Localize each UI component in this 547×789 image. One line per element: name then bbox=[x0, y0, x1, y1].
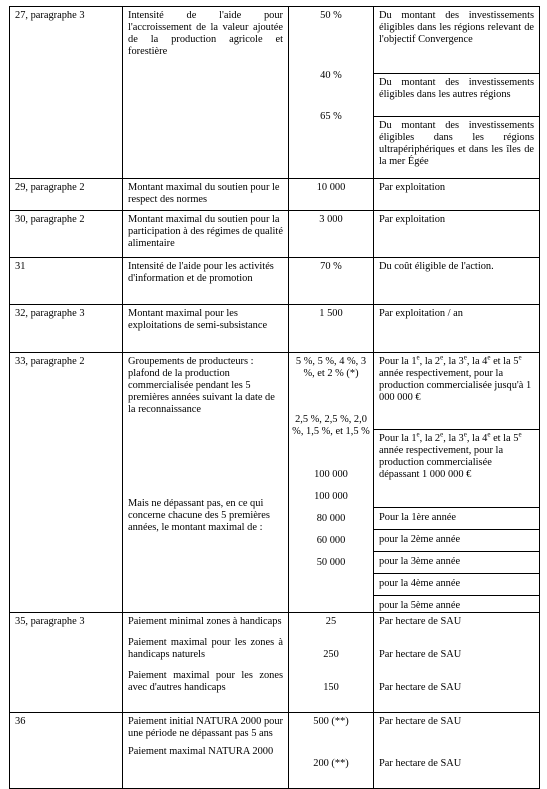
article-ref-cell bbox=[10, 353, 123, 613]
condition: Par exploitation / an bbox=[379, 308, 463, 319]
condition: Par hectare de SAU bbox=[379, 682, 462, 693]
article-ref: 29, paragraphe 2 bbox=[15, 182, 85, 193]
value-cell bbox=[289, 211, 374, 258]
condition: Du coût éligible de l'action. bbox=[379, 261, 494, 272]
description: Paiement minimal zones à handicaps bbox=[128, 616, 282, 627]
condition: Par hectare de SAU bbox=[379, 616, 462, 627]
value: 5 %, 5 %, 4 %, 3 %, et 2 % (*) bbox=[295, 356, 367, 379]
aid-table bbox=[9, 6, 540, 789]
condition: Pour la 1ère année bbox=[374, 508, 539, 530]
condition: Du montant des investissements éligibles dans les autres régions bbox=[374, 74, 539, 117]
article-ref-cell bbox=[10, 305, 123, 353]
table-row bbox=[10, 211, 540, 258]
value-cell bbox=[289, 713, 374, 789]
article-ref: 36 bbox=[15, 716, 26, 727]
condition: pour la 2ème année bbox=[374, 530, 539, 552]
condition: Pour la 1e, la 2e, la 3e, la 4e et la 5e année respectivement, pour la production commercialisée jusqu'à 1 000 000 € bbox=[374, 353, 539, 430]
condition-cell bbox=[374, 613, 540, 713]
condition: Par hectare de SAU bbox=[379, 716, 462, 727]
description-cell bbox=[123, 179, 289, 211]
value: 80 000 bbox=[316, 513, 346, 524]
value: 2,5 %, 2,5 %, 2,0 %, 1,5 %, et 1,5 % bbox=[292, 414, 370, 437]
value: 150 bbox=[323, 682, 339, 693]
condition: Du montant des investissements éligibles dans les régions relevant de l'objectif Convergence bbox=[374, 7, 539, 74]
value: 250 bbox=[323, 649, 339, 660]
article-ref-cell bbox=[10, 179, 123, 211]
description-cell bbox=[123, 258, 289, 305]
description-cell bbox=[123, 7, 289, 179]
table-row bbox=[10, 305, 540, 353]
table-row bbox=[10, 179, 540, 211]
condition: pour la 3ème année bbox=[374, 552, 539, 574]
description-cell bbox=[123, 305, 289, 353]
value: 25 bbox=[325, 616, 337, 627]
table-row bbox=[10, 353, 540, 613]
value: 200 (**) bbox=[313, 758, 349, 769]
article-ref-cell bbox=[10, 7, 123, 179]
condition-cell bbox=[374, 211, 540, 258]
value: 50 % bbox=[320, 10, 342, 21]
condition: Pour la 1e, la 2e, la 3e, la 4e et la 5e année respectivement, pour la production commercialisée dépassant 1 000 000 € bbox=[374, 430, 539, 508]
article-ref: 30, paragraphe 2 bbox=[15, 214, 85, 225]
condition-cell bbox=[374, 353, 540, 613]
article-ref: 32, paragraphe 3 bbox=[15, 308, 85, 319]
value-cell bbox=[289, 179, 374, 211]
description-cell bbox=[123, 353, 289, 613]
description: Mais ne dépassant pas, en ce qui concerne chacune des 5 premières années, le montant maximal de : bbox=[128, 498, 270, 533]
article-ref-cell bbox=[10, 211, 123, 258]
value: 100 000 bbox=[314, 491, 348, 502]
condition-cell bbox=[374, 713, 540, 789]
table-row bbox=[10, 613, 540, 713]
value: 10 000 bbox=[316, 182, 346, 193]
condition: Par exploitation bbox=[379, 182, 446, 193]
condition: pour la 5ème année bbox=[379, 600, 461, 611]
condition-cell bbox=[374, 305, 540, 353]
value-cell bbox=[289, 613, 374, 713]
description-cell bbox=[123, 211, 289, 258]
condition: Par exploitation bbox=[379, 214, 446, 225]
value: 65 % bbox=[320, 111, 342, 122]
article-ref-cell bbox=[10, 713, 123, 789]
condition-cell bbox=[374, 179, 540, 211]
description-cell bbox=[123, 613, 289, 713]
description: Paiement maximal pour les zones à handicaps naturels bbox=[128, 637, 283, 660]
value-cell bbox=[289, 353, 374, 613]
condition: Du montant des investissements éligibles dans les régions ultrapériphériques et dans les îles de la mer Égée bbox=[379, 120, 534, 167]
description: Intensité de l'aide pour l'accroissement de la valeur ajoutée de la production agricole et forestière bbox=[128, 10, 283, 57]
description: Paiement initial NATURA 2000 pour une période ne dépassant pas 5 ans bbox=[128, 716, 283, 739]
article-ref: 27, paragraphe 3 bbox=[15, 10, 85, 21]
value: 50 000 bbox=[316, 557, 346, 568]
description: Intensité de l'aide pour les activités d'information et de promotion bbox=[128, 261, 274, 284]
description: Montant maximal du soutien pour la participation à des régimes de qualité alimentaire bbox=[128, 214, 283, 249]
description: Paiement maximal pour les zones avec d'autres handicaps bbox=[128, 670, 283, 693]
article-ref-cell bbox=[10, 258, 123, 305]
value: 500 (**) bbox=[313, 716, 349, 727]
value-cell bbox=[289, 7, 374, 179]
description: Montant maximal pour les exploitations de semi-subsistance bbox=[128, 308, 268, 331]
description: Paiement maximal NATURA 2000 bbox=[128, 746, 274, 757]
condition: Par hectare de SAU bbox=[379, 649, 462, 660]
article-ref-cell bbox=[10, 613, 123, 713]
value: 1 500 bbox=[319, 308, 343, 319]
value: 40 % bbox=[320, 70, 342, 81]
description: Groupements de producteurs : plafond de la production commercialisée pendant les 5 premières années suivant la date de la reconnaissance bbox=[128, 356, 275, 415]
value: 70 % bbox=[320, 261, 342, 272]
article-ref: 31 bbox=[15, 261, 26, 272]
description-cell bbox=[123, 713, 289, 789]
condition: pour la 4ème année bbox=[374, 574, 539, 596]
value: 60 000 bbox=[316, 535, 346, 546]
value: 100 000 bbox=[314, 469, 348, 480]
value-cell bbox=[289, 305, 374, 353]
table-row bbox=[10, 713, 540, 789]
table-row bbox=[10, 7, 540, 179]
article-ref: 33, paragraphe 2 bbox=[15, 356, 85, 367]
condition-cell bbox=[374, 7, 540, 179]
table-row bbox=[10, 258, 540, 305]
article-ref: 35, paragraphe 3 bbox=[15, 616, 85, 627]
condition: Par hectare de SAU bbox=[379, 758, 462, 769]
condition-cell bbox=[374, 258, 540, 305]
value: 3 000 bbox=[319, 214, 343, 225]
description: Montant maximal du soutien pour le respect des normes bbox=[128, 182, 280, 205]
value-cell bbox=[289, 258, 374, 305]
